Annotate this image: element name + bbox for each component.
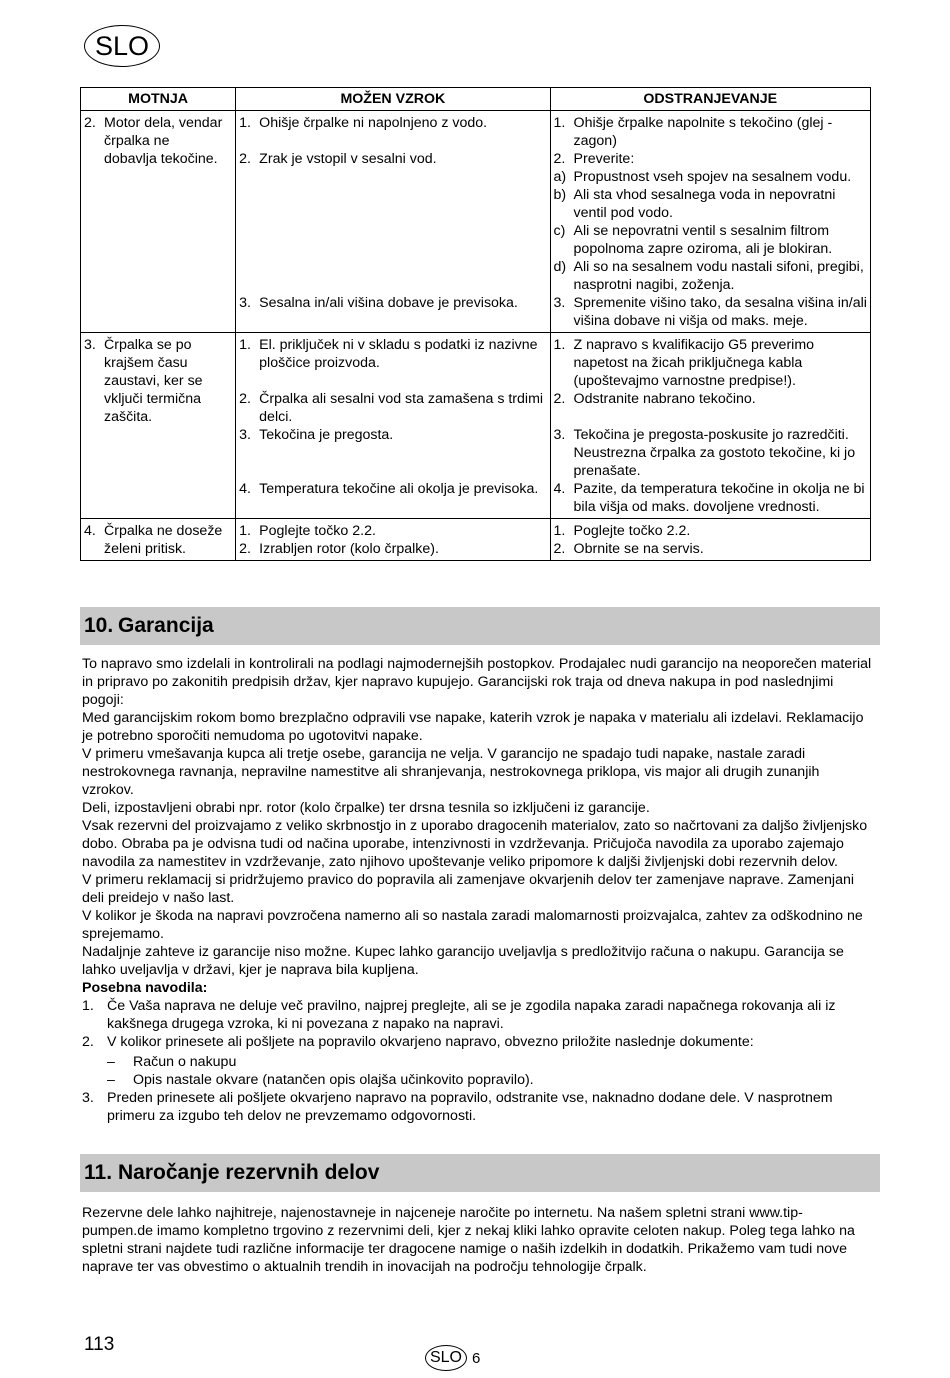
section-number: 10. — [84, 614, 114, 637]
troubleshooting-table — [80, 87, 871, 561]
fault-cell — [81, 111, 236, 333]
remedy-text: Odstranite nabrano tekočino. — [573, 391, 756, 407]
cause-cell: 1. El. priključek ni v skladu s podatki iz nazivne ploščice proizvoda. 2. Črpalka ali sesalni vod sta zamašena s trdimi delci. 3. Tekočina je pregosta. 4. Temperatura tekočine ali okolja je previsoka. — [236, 333, 550, 519]
item-number: 2. — [84, 115, 96, 131]
paragraph: Vsak rezervni del proizvajamo z veliko skrbnostjo in z uporabo dragocenih materialov, zato so načrtovani za daljšo življenjsko dobo. Obraba pa je odvisna tudi od načina uporabe, intenzivnosti in vzdrževanja. Pričujoča navodila za uporabo zajemajo navodila za namestitev in vzdrževanje, zato njihovo upoštevanje veliko pripomore k daljši življenjski dobi rezervnih delov. — [82, 818, 868, 870]
paragraph: V primeru vmešavanja kupca ali tretje osebe, garancija ne velja. V garancijo ne spadajo tudi napake, nastale zaradi nestrokovnega ravnanja, nepravilne namestitve ali shranjevanja, nestrokovnega priklopa, vis major ali drugih zunanjih vzrokov. — [82, 746, 820, 798]
fault-text: Črpalka ne doseže želeni pritisk. — [104, 523, 223, 557]
paragraph: Deli, izpostavljeni obrabi npr. rotor (kolo črpalke) ter drsna tesnila so izključeni iz garancije. — [82, 800, 650, 816]
cause-text: El. priključek ni v skladu s podatki iz nazivne ploščice proizvoda. — [259, 337, 538, 371]
footer-page-label — [425, 1345, 480, 1371]
cause-cell: 1. Ohišje črpalke ni napolnjeno z vodo. 2. Zrak je vstopil v sesalni vod. 3. Sesalna in/ali višina dobave je previsoka. — [236, 111, 550, 333]
page-number: 113 — [84, 1334, 115, 1355]
section-number: 11. — [84, 1161, 113, 1184]
cause-text: Sesalna in/ali višina dobave je previsoka. — [259, 295, 518, 311]
item-number: 4. — [84, 523, 96, 539]
table-row — [81, 333, 871, 519]
paragraph: V primeru reklamacij si pridržujemo pravico do popravila ali zamenjave okvarjenih delov ter zamenjave naprave. Zamenjani deli preidejo v našo last. — [82, 872, 854, 906]
spare-parts-text — [82, 1204, 872, 1276]
table-row — [81, 519, 871, 561]
list-item: 2. V kolikor prinesete ali pošljete na popravilo okvarjeno napravo, obvezno priložite naslednje dokumente: — [82, 1034, 754, 1050]
footer-language-badge: SLO — [425, 1345, 467, 1371]
cause-cell: 1. Poglejte točko 2.2. 2. Izrabljen rotor (kolo črpalke). — [236, 519, 550, 561]
remedy-text: Obrnite se na servis. — [573, 541, 704, 557]
section-title: Naročanje rezervnih delov — [118, 1161, 380, 1184]
cause-text: Črpalka ali sesalni vod sta zamašena s trdimi delci. — [259, 391, 544, 425]
fault-cell — [81, 519, 236, 561]
column-header-cause: MOŽEN VZROK — [236, 88, 550, 111]
table-header-row — [81, 88, 871, 111]
remedy-text: Preverite: — [573, 151, 635, 167]
remedy-text: Tekočina je pregosta-poskusite jo razredčiti. Neustrezna črpalka za gostoto tekočine, ki jo prenašate. — [573, 427, 856, 479]
remedy-cell: 1. Ohišje črpalke napolnite s tekočino (glej - zagon) 2. Preverite: a) Propustnost vseh spojev na sesalnem vodu. b) Ali sta vhod sesalnega voda in nepovratni ventil pod vodo. c) Ali se nepovratni ventil s sesalnim filtrom popolnoma zapre oziroma, ali je blokiran. d) Ali so na sesalnem vodu nastali sifoni, pregibi, nasprotni nagibi, zoženja. 3. Spremenite višino tako, da sesalna višina in/ali višina dobave ni višja od maks. meje. — [550, 111, 870, 333]
table-row — [81, 111, 871, 333]
remedy-text: Ohišje črpalke napolnite s tekočino (glej - zagon) — [573, 115, 833, 149]
paragraph: Nadaljnje zahteve iz garancije niso možne. Kupec lahko garancijo uveljavlja s predložitvijo računa o nakupu. Garancija se lahko uveljavlja v državi, kjer je naprava bila kupljena. — [82, 944, 844, 978]
footer-sub-page: 6 — [472, 1349, 481, 1367]
section-heading-spare-parts — [80, 1154, 880, 1192]
language-badge: SLO — [84, 25, 160, 67]
column-header-remedy: ODSTRANJEVANJE — [550, 88, 870, 111]
remedy-cell: 1. Z napravo s kvalifikacijo G5 preverimo napetost na žicah priključnega kabla (upoštevajmo varnostne predpise!). 2. Odstranite nabrano tekočino. 3. Tekočina je pregosta-poskusite jo razredčiti. Neustrezna črpalka za gostoto tekočine, ki jo prenašate. 4. Pazite, da temperatura tekočine in okolja ne bi bila višja od maks. dovoljene vrednosti. — [550, 333, 870, 519]
section-title: Garancija — [118, 614, 214, 637]
cause-text: Temperatura tekočine ali okolja je previsoka. — [259, 481, 539, 497]
fault-cell — [81, 333, 236, 519]
remedy-cell: 1. Poglejte točko 2.2. 2. Obrnite se na servis. — [550, 519, 870, 561]
remedy-text: Z napravo s kvalifikacijo G5 preverimo napetost na žicah priključnega kabla (upoštevajmo varnostne predpise!). — [573, 337, 815, 389]
remedy-text: Propustnost vseh spojev na sesalnem vodu. — [573, 169, 852, 185]
fault-text: Motor dela, vendar črpalka ne dobavlja tekočine. — [104, 115, 223, 167]
column-header-fault: MOTNJA — [81, 88, 236, 111]
remedy-text: Ali se nepovratni ventil s sesalnim filtrom popolnoma zapre oziroma, ali je blokiran. — [573, 223, 833, 257]
remedy-text: Poglejte točko 2.2. — [573, 523, 691, 539]
list-item: 3. Preden prinesete ali pošljete okvarjeno napravo na popravilo, odstranite vse, naknadno dodane dele. V nasprotnem primeru za izgubo teh delov ne prevzemamo odgovornosti. — [82, 1090, 833, 1124]
cause-text: Poglejte točko 2.2. — [259, 523, 376, 539]
warranty-text — [82, 655, 872, 1125]
sub-list-item: – Opis nastale okvare (natančen opis olajša učinkovito popravilo). — [107, 1072, 534, 1088]
remedy-text: Spremenite višino tako, da sesalna višina in/ali višina dobave ni višja od maks. meje. — [573, 295, 867, 329]
item-number: 3. — [84, 337, 96, 353]
remedy-text: Ali so na sesalnem vodu nastali sifoni, pregibi, nasprotni nagibi, zoženja. — [573, 259, 864, 293]
sub-list-item: – Račun o nakupu — [107, 1054, 237, 1070]
cause-text: Tekočina je pregosta. — [259, 427, 394, 443]
cause-text: Zrak je vstopil v sesalni vod. — [259, 151, 437, 167]
cause-text: Izrabljen rotor (kolo črpalke). — [259, 541, 439, 557]
fault-text: Črpalka se po krajšem času zaustavi, ker se vključi termična zaščita. — [104, 337, 203, 425]
paragraph: Med garancijskim rokom bomo brezplačno odpravili vse napake, katerih vzrok je napaka v materialu ali izdelavi. Reklamacijo je potrebno sporočiti nemudoma po ugotovitvi napake. — [82, 710, 864, 744]
section-heading-warranty — [80, 607, 880, 645]
paragraph: V kolikor je škoda na napravi povzročena namerno ali so nastala zaradi malomarnosti proizvajalca, zahtev za odškodnino ne sprejemamo. — [82, 908, 863, 942]
paragraph: To napravo smo izdelali in kontrolirali na podlagi najmodernejših postopkov. Prodajalec nudi garancijo na neoporečen material in pripravo po zakonitih predpisih držav, kjer napravo kupujejo. Garancijski rok traja od dneva nakupa in pod naslednjimi pogoji: — [82, 656, 872, 708]
remedy-text: Ali sta vhod sesalnega voda in nepovratni ventil pod vodo. — [573, 187, 836, 221]
remedy-text: Pazite, da temperatura tekočine in okolja ne bi bila višja od maks. dovoljene vrednosti. — [573, 481, 865, 515]
cause-text: Ohišje črpalke ni napolnjeno z vodo. — [259, 115, 488, 131]
paragraph: Rezervne dele lahko najhitreje, najenostavneje in najceneje naročite po internetu. Na našem spletni strani www.tip-pumpen.de imamo kompletno trgovino z rezervnimi deli, kjer z nekaj kliki lahko opravite celoten nakup. Poleg tega lahko na spletni strani najdete tudi različne informacije ter dragocene namige o naših izdelkih in dodatkih. Prikažemo vam tudi nove naprave ter vas obvestimo o aktualnih trendih in inovacijah na področju tehnologije črpalk. — [82, 1205, 855, 1275]
special-instructions-heading: Posebna navodila: — [82, 980, 208, 996]
list-item: 1. Če Vaša naprava ne deluje več pravilno, najprej preglejte, ali se je zgodila napaka zaradi napačnega rokovanja ali iz kakšnega drugega vzroka, ki ni povezana z napako na napravi. — [82, 998, 836, 1032]
